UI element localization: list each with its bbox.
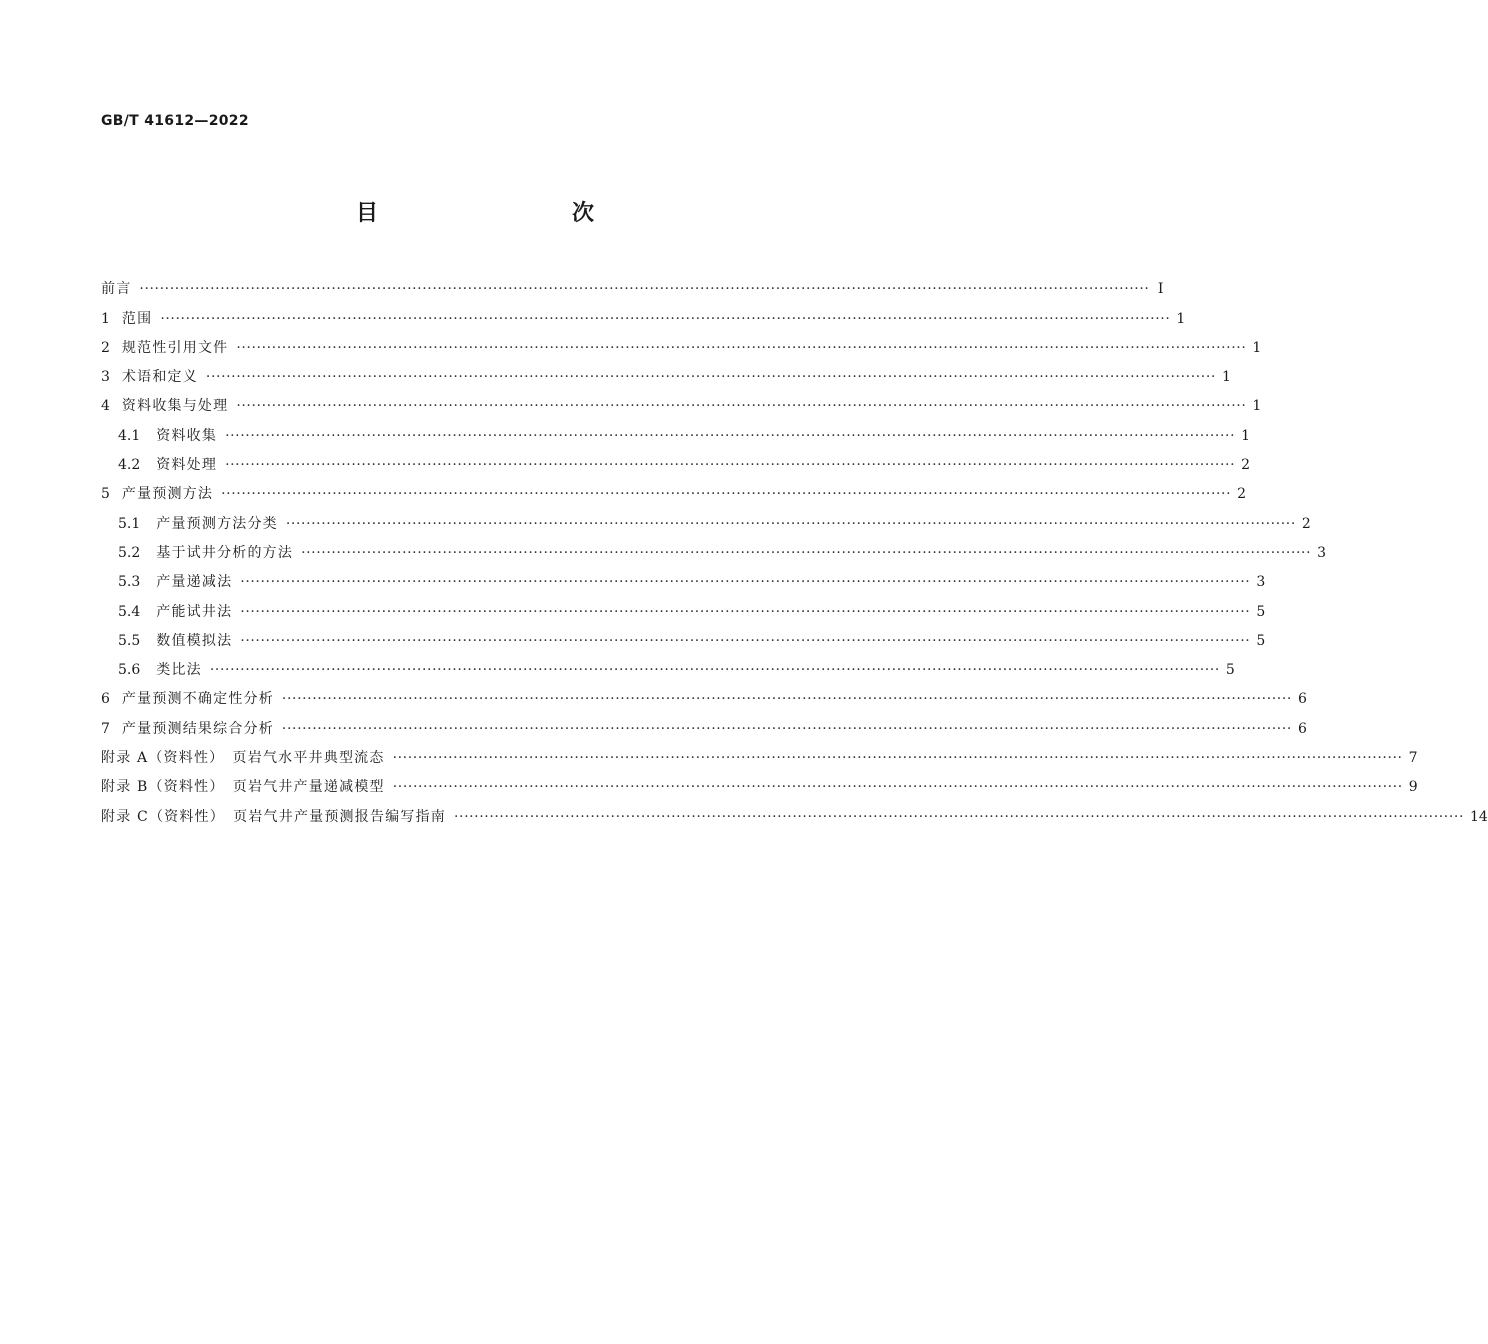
toc-entry-page: 2 [1301,515,1311,532]
toc-entry[interactable] [101,270,1164,299]
toc-entry-number: 4 [101,398,110,415]
toc-entry-number: 6 [101,691,110,708]
toc-entry[interactable] [101,768,1418,797]
toc-entry[interactable] [101,563,1266,592]
toc-entry-page: 7 [1408,750,1418,767]
toc-entry-label: 附录 B（资料性） 页岩气井产量递减模型 [101,779,385,796]
toc-dot-leader: ········································································································································································································ [392,779,1403,796]
toc-entry-page: 6 [1297,691,1307,708]
toc-entry-page: Ⅰ [1157,281,1164,298]
toc-entry-page: 2 [1241,457,1251,474]
toc-entry-label: 产量预测结果综合分析 [121,720,274,737]
toc-dot-leader: ········································································································································································································ [285,515,1296,532]
toc-dot-leader: ········································································································································································································ [240,603,1251,620]
toc-entry[interactable] [101,387,1262,416]
toc-dot-leader: ········································································································································································································ [205,369,1216,386]
toc-entry[interactable] [101,416,1251,445]
toc-entry[interactable] [101,680,1307,709]
toc-entry-number: 5.2 [118,544,141,561]
table-of-contents [101,270,1488,827]
toc-dot-leader: ········································································································································································································ [392,750,1403,767]
toc-dot-leader: ········································································································································································································ [139,281,1150,298]
toc-entry-label: 资料收集 [156,427,218,444]
toc-entry-label: 类比法 [156,662,202,679]
toc-entry-page: 1 [1221,369,1231,386]
toc-entry-page: 1 [1252,339,1262,356]
toc-entry-number: 5 [101,486,110,503]
toc-dot-leader: ········································································································································································································ [281,691,1292,708]
toc-entry-number: 5.1 [118,515,141,532]
toc-entry-label: 产量预测不确定性分析 [121,691,274,708]
toc-dot-leader: ········································································································································································································ [453,808,1465,825]
toc-entry[interactable] [101,329,1262,358]
toc-entry-page: 6 [1297,720,1307,737]
toc-entry[interactable] [101,797,1488,826]
toc-dot-leader: ········································································································································································································ [281,720,1292,737]
toc-entry-number: 3 [101,369,110,386]
toc-entry-label: 规范性引用文件 [121,339,229,356]
toc-dot-leader: ········································································································································································································ [225,427,1236,444]
toc-entry[interactable] [101,622,1266,651]
toc-entry-page: 5 [1225,662,1235,679]
toc-entry-label: 资料处理 [156,457,218,474]
toc-entry-page: 1 [1176,310,1186,327]
toc-entry-page: 1 [1241,427,1251,444]
toc-entry-page: 3 [1317,544,1327,561]
toc-entry-label: 产量预测方法分类 [156,515,278,532]
toc-entry-label: 附录 A（资料性） 页岩气水平井典型流态 [101,750,385,767]
toc-dot-leader: ········································································································································································································ [301,544,1312,561]
toc-entry-number: 1 [101,310,110,327]
toc-entry-page: 3 [1256,574,1266,591]
toc-entry-label: 数值模拟法 [156,632,233,649]
toc-entry-label: 前言 [101,281,132,298]
toc-entry[interactable] [101,592,1266,621]
toc-entry[interactable] [101,709,1307,738]
toc-entry[interactable] [101,475,1247,504]
toc-dot-leader: ········································································································································································································ [236,339,1247,356]
toc-entry-label: 术语和定义 [121,369,198,386]
toc-entry-page: 5 [1256,632,1266,649]
toc-entry[interactable] [101,299,1186,328]
toc-entry-page: 5 [1256,603,1266,620]
toc-entry[interactable] [101,358,1231,387]
toc-entry-label: 产量预测方法 [121,486,214,503]
toc-entry[interactable] [101,739,1418,768]
toc-entry-page: 9 [1408,779,1418,796]
toc-entry-label: 附录 C（资料性） 页岩气井产量预测报告编写指南 [101,808,446,825]
toc-dot-leader: ········································································································································································································ [236,398,1247,415]
toc-entry[interactable] [101,446,1251,475]
toc-dot-leader: ········································································································································································································ [225,457,1236,474]
toc-entry-page: 1 [1252,398,1262,415]
toc-entry-number: 4.1 [118,427,141,444]
toc-entry-number: 7 [101,720,110,737]
toc-entry-number: 5.3 [118,574,141,591]
toc-entry-label: 产量递减法 [156,574,233,591]
toc-entry-page: 14 [1470,808,1488,825]
toc-entry-number: 5.5 [118,632,141,649]
toc-dot-leader: ········································································································································································································ [240,574,1251,591]
toc-entry[interactable] [101,651,1235,680]
toc-entry-number: 5.4 [118,603,141,620]
toc-dot-leader: ········································································································································································································ [221,486,1232,503]
toc-entry-number: 5.6 [118,662,141,679]
toc-entry-label: 产能试井法 [156,603,233,620]
toc-entry-label: 基于试井分析的方法 [156,544,294,561]
toc-entry-label: 范围 [121,310,153,327]
toc-entry[interactable] [101,504,1311,533]
toc-entry-label: 资料收集与处理 [121,398,229,415]
toc-entry[interactable] [101,534,1327,563]
toc-entry-number: 4.2 [118,457,141,474]
toc-entry-page: 2 [1237,486,1247,503]
toc-dot-leader: ········································································································································································································ [209,662,1220,679]
toc-dot-leader: ········································································································································································································ [160,310,1171,327]
toc-entry-number: 2 [101,339,110,356]
page-title: 目 次 [355,201,644,226]
toc-dot-leader: ········································································································································································································ [240,632,1251,649]
standard-code: GB/T 41612—2022 [101,113,249,129]
